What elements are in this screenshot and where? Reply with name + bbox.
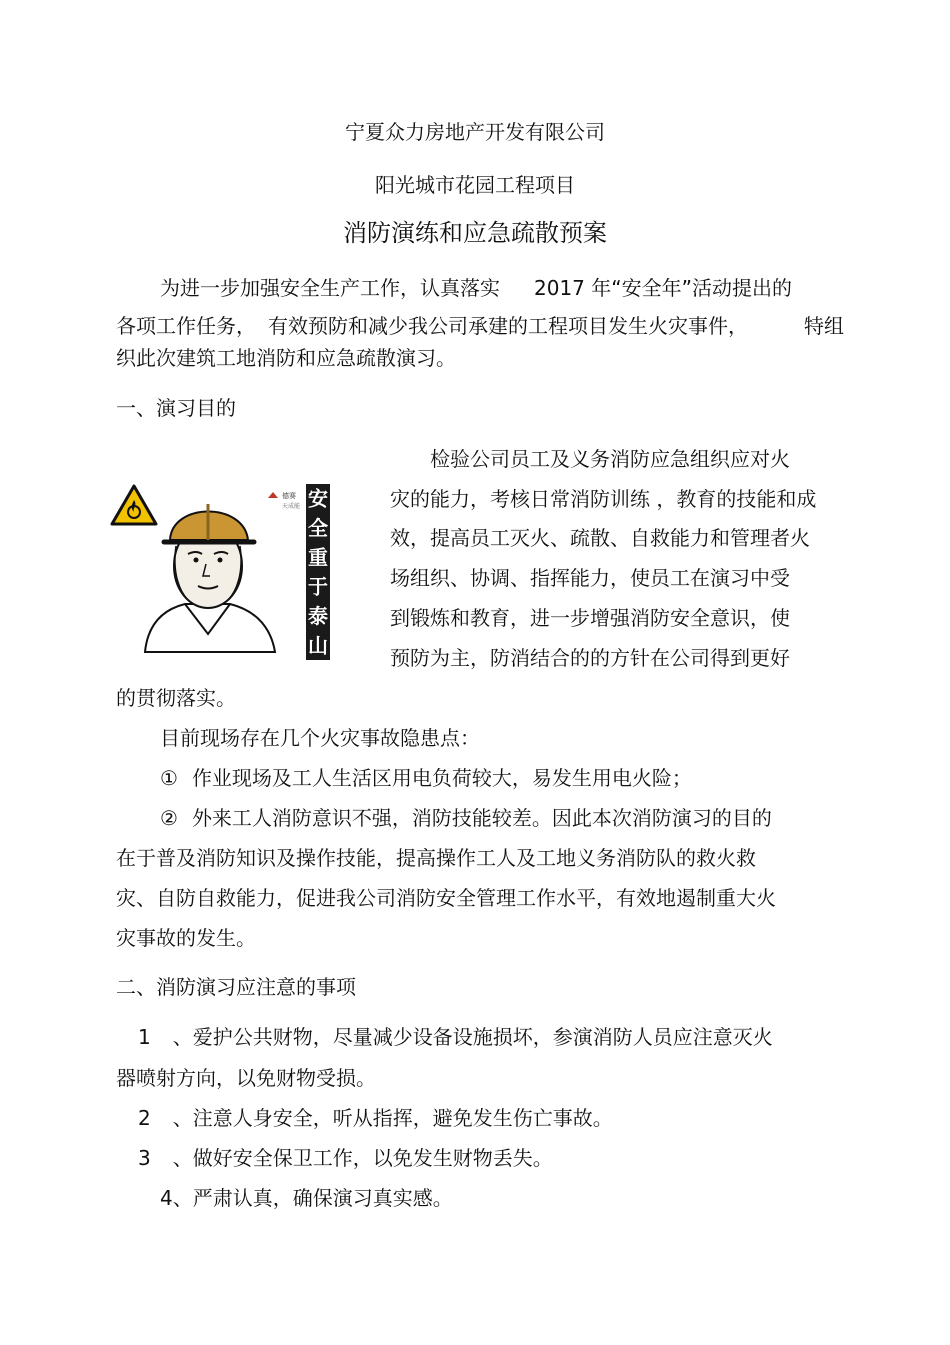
hazards-intro: 目前现场存在几个火灾事故隐患点： xyxy=(160,726,480,750)
worker-helmet-illustration xyxy=(145,504,275,652)
section-1-heading: 一、演习目的 xyxy=(116,396,236,420)
hazard-item-2: ② 外来工人消防意识不强，消防技能较差。因此本次消防演习的目的 xyxy=(160,806,772,830)
document-title: 消防演练和应急疏散预案 xyxy=(343,219,607,247)
slogan-char: 安 xyxy=(308,486,328,511)
purpose-line-1: 检验公司员工及义务消防应急组织应对火 xyxy=(430,447,790,471)
purpose-line-2: 灾的能力，考核日常消防训练 ，教育的技能和成 xyxy=(390,487,817,511)
brand-subname: 天成能 xyxy=(282,503,301,510)
brand-mark xyxy=(268,491,300,510)
hazard-2-line-4: 灾事故的发生。 xyxy=(116,926,256,950)
hazard-1-number: ① xyxy=(160,766,178,790)
slogan-char: 山 xyxy=(308,633,328,658)
brand-name: 德赛 xyxy=(282,492,296,500)
purpose-line-3: 效，提高员工灭火、疏散、自救能力和管理者火 xyxy=(390,526,810,550)
slogan-char: 于 xyxy=(308,574,328,599)
fire-hazard-warning-icon xyxy=(112,486,156,524)
slogan-char: 泰 xyxy=(308,604,328,628)
hazard-2-line-2: 在于普及消防知识及操作技能，提高操作工人及工地义务消防队的救火救 xyxy=(116,846,756,870)
section-2-heading: 二、消防演习应注意的事项 xyxy=(116,975,356,999)
slogan-char: 全 xyxy=(308,516,328,540)
safety-poster-image xyxy=(110,484,330,660)
hazard-item-1: ① 作业现场及工人生活区用电负荷较大，易发生用电火险； xyxy=(160,766,692,790)
hazard-2-number: ② xyxy=(160,806,178,830)
intro-line-2: 各项工作任务， 有效预防和减少我公司承建的工程项目发生火灾事件， 特组 xyxy=(116,314,844,338)
notice-item-1: 1 、爱护公共财物，尽量减少设备设施损坏，参演消防人员应注意灭火 xyxy=(138,1025,773,1049)
hazard-2-line-3: 灾、自防自救能力，促进我公司消防安全管理工作水平，有效地遏制重大火 xyxy=(116,886,776,910)
notice-item-2: 2 、注意人身安全，听从指挥，避免发生伤亡事故。 xyxy=(138,1106,613,1130)
intro-line-1: 为进一步加强安全生产工作，认真落实 2017 年“安全年”活动提出的 xyxy=(160,276,792,300)
purpose-line-5: 到锻炼和教育，进一步增强消防安全意识，使 xyxy=(390,606,790,630)
company-name: 宁夏众力房地产开发有限公司 xyxy=(345,120,605,144)
notice-item-1-cont: 器喷射方向，以免财物受损。 xyxy=(116,1066,376,1090)
purpose-line-7: 的贯彻落实。 xyxy=(116,686,236,710)
purpose-line-4: 场组织、协调、指挥能力，使员工在演习中受 xyxy=(390,566,790,590)
purpose-line-6: 预防为主，防消结合的的方针在公司得到更好 xyxy=(390,646,790,670)
intro-line-3: 织此次建筑工地消防和应急疏散演习。 xyxy=(116,346,456,370)
notice-item-4: 4、严肃认真，确保演习真实感。 xyxy=(160,1186,453,1210)
project-name: 阳光城市花园工程项目 xyxy=(375,173,575,197)
slogan-char: 重 xyxy=(308,545,328,570)
notice-item-3: 3 、做好安全保卫工作，以免发生财物丢失。 xyxy=(138,1146,553,1170)
